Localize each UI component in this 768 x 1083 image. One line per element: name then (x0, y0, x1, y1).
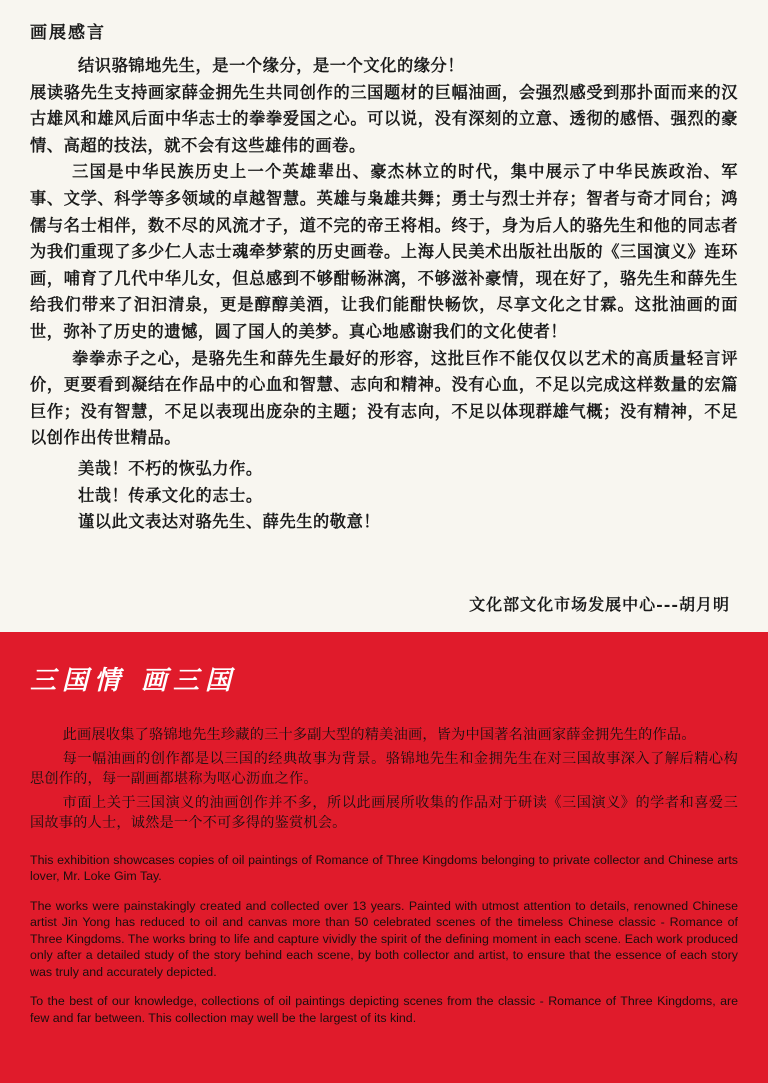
foreword-signature: 文化部文化市场发展中心---胡月明 (469, 595, 730, 614)
foreword-paragraph: 展读骆先生支持画家薛金拥先生共同创作的三国题材的巨幅油画，会强烈感受到那扑面而来的汉古雄风和雄风后面中华志士的拳拳爱国之心。可以说，没有深刻的立意、透彻的感悟、强烈的豪情、高超的技法，就不会有这些雄伟的画卷。 (30, 82, 738, 155)
intro-en-paragraph: This exhibition showcases copies of oil paintings of Romance of Three Kingdoms belonging to private collector and Chinese arts lover, Mr. Loke Gim Tay. (30, 852, 738, 883)
foreword-paragraph: 壮哉！传承文化的志士。 (78, 485, 263, 505)
intro-cn-paragraph: 每一幅油画的创作都是以三国的经典故事为背景。骆锦地先生和金拥先生在对三国故事深入了解后精心构思创作的，每一副画都堪称为呕心沥血之作。 (30, 750, 738, 787)
intro-en-paragraph: The works were painstakingly created and collected over 13 years. Painted with utmost attention to details, renowned Chinese artist Jin Yong has reduced to oil and canvas more than 50 celebrated scenes of the timeless Chinese classic - Romance of Three Kingdoms. The works bring to life and capture vividly the spirit of the defining moment in each scene. Each work produced only after a detailed study of the story behind each scene, by both collector and artist, to ensure that the essence of each story was truly and accurately depicted. (30, 898, 738, 979)
intro-en-paragraph: To the best of our knowledge, collections of oil paintings depicting scenes from the classic - Romance of Three Kingdoms, are few and far between. This collection may well be the largest of its kind. (30, 994, 738, 1025)
foreword-title: 画展感言 (30, 23, 106, 43)
exhibition-intro-section (0, 632, 768, 1083)
exhibition-title: 三国情 画三国 (30, 666, 238, 696)
foreword-paragraph: 谨以此文表达对骆先生、薛先生的敬意！ (78, 512, 381, 532)
foreword-paragraph: 美哉！不朽的恢弘力作。 (78, 458, 263, 478)
foreword-paragraph: 三国是中华民族历史上一个英雄辈出、豪杰林立的时代，集中展示了中华民族政治、军事、文学、科学等多领域的卓越智慧。英雄与枭雄共舞；勇士与烈士并存；智者与奇才同台；鸿儒与名士相伴，数不尽的风流才子，道不完的帝王将相。终于，身为后人的骆先生和他的同志者为我们重现了多少仁人志士魂牵梦萦的历史画卷。上海人民美术出版社出版的《三国演义》连环画，哺育了几代中华儿女，但总感到不够酣畅淋漓，不够滋补豪情，现在好了，骆先生和薛先生给我们带来了汩汩清泉，更是醇醇美酒，让我们能酣快畅饮，尽享文化之甘霖。这批油画的面世，弥补了历史的遗憾，圆了国人的美梦。真心地感谢我们的文化使者！ (30, 162, 738, 341)
intro-cn-paragraph: 此画展收集了骆锦地先生珍藏的三十多副大型的精美油画，皆为中国著名油画家薛金拥先生的作品。 (62, 727, 696, 743)
foreword-paragraph: 拳拳赤子之心，是骆先生和薛先生最好的形容，这批巨作不能仅仅以艺术的高质量轻言评价，更要看到凝结在作品中的心血和智慧、志向和精神。没有心血，不足以完成这样数量的宏篇巨作；没有智慧，不足以表现出庞杂的主题；没有志向，不足以体现群雄气概；没有精神，不足以创作出传世精品。 (30, 348, 738, 448)
foreword-paragraph: 结识骆锦地先生，是一个缘分，是一个文化的缘分！ (78, 56, 465, 75)
intro-cn-paragraph: 市面上关于三国演义的油画创作并不多，所以此画展所收集的作品对于研读《三国演义》的学者和喜爱三国故事的人士，诚然是一个不可多得的鉴赏机会。 (30, 794, 738, 831)
